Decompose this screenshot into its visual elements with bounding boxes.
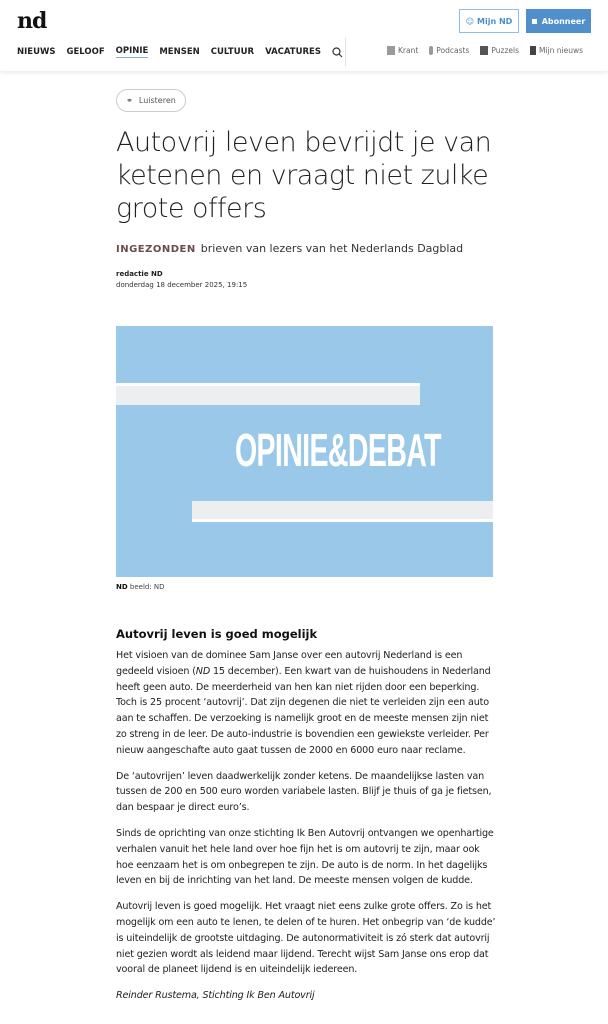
listen-label: Luisteren [138,96,176,105]
listen-button[interactable] [116,89,186,112]
article-author[interactable]: redactie ND [116,270,163,278]
text: 15 december). Een kwart van de huishoudens in Nederland heeft geen auto. De meerderheid van hen kan niet rijden door een beperking. Toch is 25 procent ‘autovrij’. Dat zijn degenen die niet te verleiden zijn een auto aan te schaffen. De verzoeking is namelijk groot en de meeste mensen zijn niet zo streng in de leer. De auto-industrie is bovendien een gewiekste verleider. Per nieuw aangeschafte auto gaat tussen de 2000 en 6000 euro naar reclame. [116,665,491,756]
puzzels-label: Puzzels [491,46,520,55]
nav-mijn-nieuws[interactable] [530,46,583,55]
podcasts-label: Podcasts [436,46,470,55]
hero-image [116,326,493,577]
headphones-icon: ⚭ [126,96,133,105]
image-caption [116,583,165,591]
decorative-bar [192,501,493,522]
secondary-nav [387,46,583,55]
text-italic: ND [195,665,211,677]
nav-geloof[interactable]: GELOOF [66,47,105,57]
article-date: donderdag 18 december 2025, 19:15 [116,281,248,289]
image-text: OPINIE&DEBAT [234,424,441,476]
mijn-nieuws-label: Mijn nieuws [539,46,584,55]
mijn-nd-label: Mijn ND [477,16,513,26]
paragraph [116,648,496,759]
paragraph: Autovrij leven is goed mogelijk. Het vraagt niet eens zulke grote offers. Zo is het mogelijk om een auto te lenen, te delen of te huren. Het onbegrip van ‘de kudde’ is uiteindelijk de grootste uitdaging. De autonormativiteit is zó sterk dat autovrij niet gezien wordt als leidend maar lijdend. Terecht wijst Sam Janse ons erop dat vooral de planeet lijdend is en uiteindelijk iedereen. [116,901,496,976]
article-subheading: Autovrij leven is goed mogelijk [116,627,318,641]
signature-text: Reinder Rustema, Stichting Ik Ben Autovrij [116,990,315,1002]
paragraph: Sinds de oprichting van onze stichting Ik Ben Autovrij ontvangen we openhartige verhalen vanuit het hele land over hoe fijn het is om autovrij te zijn, maar ook hoe eenzaam het is om onbegrepen te zijn. De auto is de norm. In het dagelijks leven en bij de inrichting van het land. De meeste mensen volgen de kudde. [116,827,494,887]
nav-opinie[interactable]: OPINIE [115,46,149,56]
nav-mensen[interactable]: MENSEN [159,47,200,57]
nav-nieuws[interactable]: NIEUWS [17,47,56,57]
kicker-label[interactable]: INGEZONDEN [116,244,196,255]
search-icon[interactable] [332,47,343,58]
kicker-text: brieven van lezers van het Nederlands Dagblad [200,242,464,255]
text: Het visioen van de dominee Sam Janse over een autovrij Nederland is een gedeeld visioen ( [116,650,463,677]
article-body [116,627,496,1014]
article-title: Autovrij leven bevrijdt je van ketenen en vraagt niet zulke grote offers [116,127,492,224]
nav-puzzels[interactable] [480,46,519,55]
site-header [0,0,608,71]
nav-divider [345,38,346,66]
nav-podcasts[interactable] [429,46,469,55]
decorative-bar [116,383,420,405]
user-icon: ☺ [465,16,475,26]
abonneer-label: Abonneer [541,16,586,26]
signature [116,988,496,1004]
bookmark-icon [530,46,536,55]
nav-vacatures[interactable]: VACATURES [265,47,321,57]
square-icon [532,19,537,24]
caption-source: ND [116,583,128,591]
abonneer-button[interactable] [526,9,591,33]
paragraph: De ‘autovrijen’ leven daadwerkelijk zonder ketens. De maandelijkse lasten van tussen de 200 en 500 euro worden variabele lasten. Blijf je thuis of ga je fietsen, dan bespaar je direct euro’s. [116,770,492,814]
nav-cultuur[interactable]: CULTUUR [210,47,255,57]
caption-text: beeld: ND [129,583,165,591]
microphone-icon [429,46,433,55]
mijn-nd-button[interactable] [459,9,519,33]
newspaper-icon [387,46,395,55]
puzzle-icon [480,46,488,55]
krant-label: Krant [398,46,419,55]
nav-krant[interactable] [387,46,418,55]
article-kicker [116,242,463,255]
nd-logo[interactable]: nd [17,8,47,34]
main-nav [17,46,343,58]
